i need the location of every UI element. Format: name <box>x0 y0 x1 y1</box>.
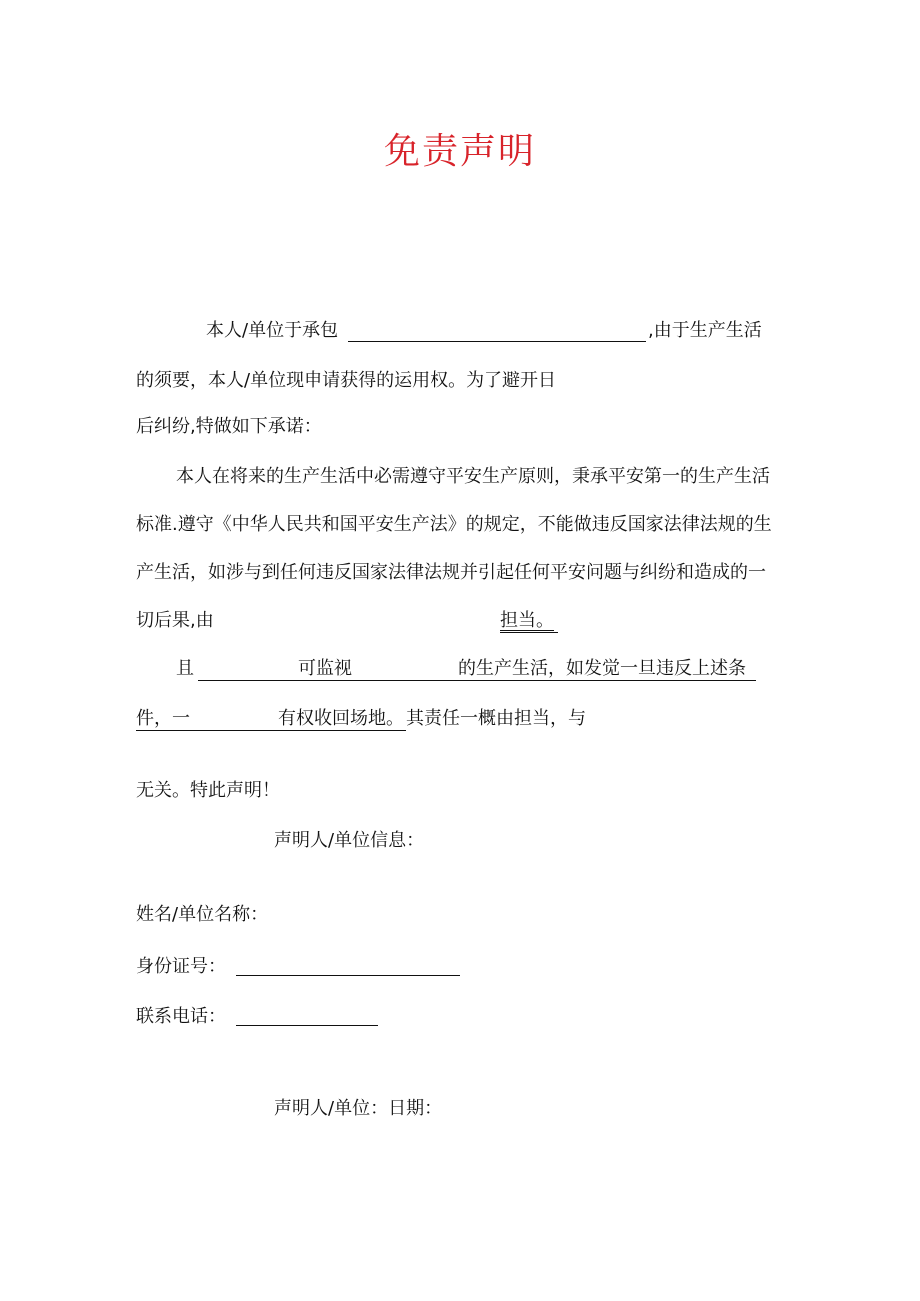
declarant-info-label: 声明人/单位信息： <box>274 830 425 851</box>
phone-blank <box>236 1025 378 1026</box>
p2-line2: 标准.遵守《中华人民共和国平安生产法》的规定，不能做违反国家法律法规的生 <box>136 514 772 535</box>
contract-blank <box>348 341 646 342</box>
signature-date-line: 声明人/单位：日期： <box>274 1098 443 1119</box>
p2-line4-start: 切后果,由 <box>136 610 214 631</box>
p3-line1-end: 的生产生活，如发觉一旦违反上述条 <box>458 658 746 679</box>
p2-line4-underline <box>500 632 558 633</box>
phone-label: 联系电话： <box>136 1006 226 1027</box>
p1-line2: 的须要，本人/单位现申请获得的运用权。为了避开日 <box>136 370 557 391</box>
p1-line1-end: ,由于生产生活 <box>648 320 762 341</box>
document-title: 免责声明 <box>383 131 536 172</box>
id-number-blank <box>236 975 460 976</box>
p3-line2-start: 件，一 <box>136 708 190 729</box>
id-label: 身份证号： <box>136 956 226 977</box>
p1-line1-start: 本人/单位于承包 <box>206 320 339 341</box>
p3-line2-end: 其责任一概由担当，与 <box>406 708 586 729</box>
p2-line4-end: 担当。 <box>500 610 554 631</box>
p1-line3: 后纠纷,特做如下承诺： <box>136 416 322 437</box>
p3-line2-mid: 有权收回场地。 <box>278 708 404 729</box>
name-label: 姓名/单位名称： <box>136 904 269 925</box>
p2-line3: 产生活，如涉与到任何违反国家法律法规并引起任何平安问题与纠纷和造成的一 <box>136 562 766 583</box>
p3-line1-mid: 可监视 <box>298 658 352 679</box>
p3-line1-start: 且 <box>176 658 194 679</box>
p3-line3: 无关。特此声明！ <box>136 780 280 801</box>
p2-line1: 本人在将来的生产生活中必需遵守平安生产原则，秉承平安第一的生产生活 <box>176 466 770 487</box>
